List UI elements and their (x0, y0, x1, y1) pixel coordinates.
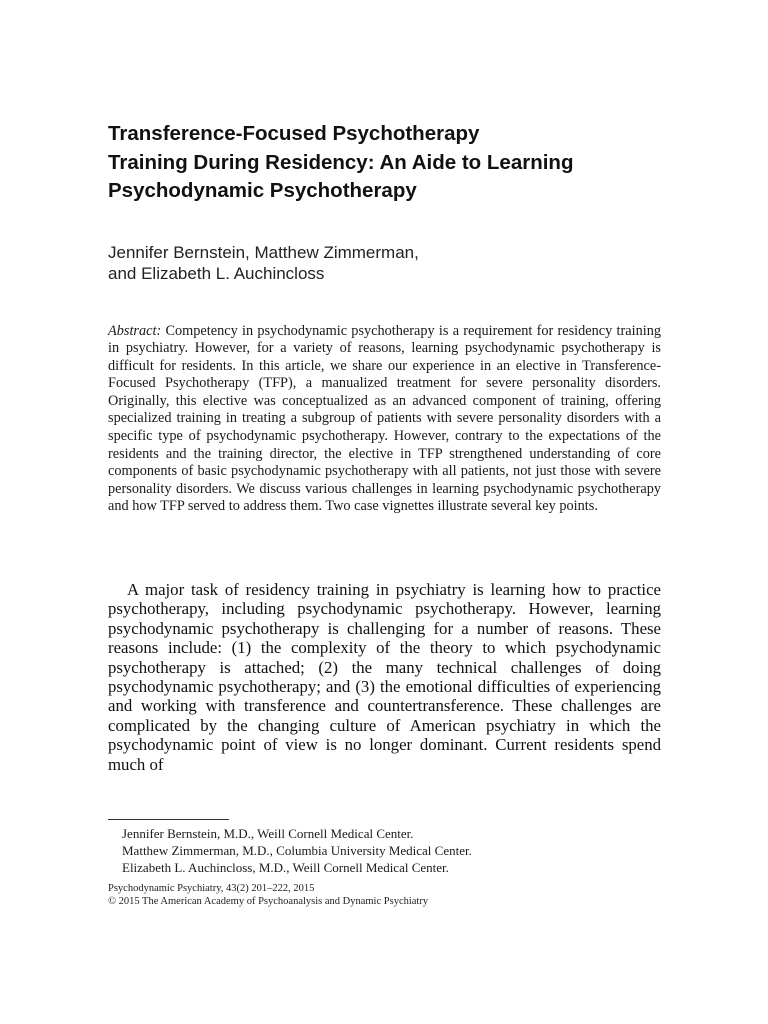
abstract-label: Abstract: (108, 322, 162, 339)
journal-citation: Psychodynamic Psychiatry, 43(2) 201–222, 2015 (108, 883, 315, 894)
affiliation-footnote: Elizabeth L. Auchincloss, M.D., Weill Cornell Medical Center. (122, 860, 449, 875)
author-line: and Elizabeth L. Auchincloss (108, 263, 325, 283)
copyright-notice: © 2015 The American Academy of Psychoanalysis and Dynamic Psychiatry (108, 896, 429, 907)
affiliation-footnote: Matthew Zimmerman, M.D., Columbia University Medical Center. (122, 843, 472, 858)
body-paragraph: A major task of residency training in psychiatry is learning how to practice psychotherapy, including psychodynamic psychotherapy. However, learning psychodynamic psychotherapy is challenging for a number of reasons. These reasons include: (1) the complexity of the theory to which psychodynamic psychotherapy is attached; (2) the many technical challenges of doing psychodynamic psychotherapy; and (3) the emotional difficulties of experiencing and working with transference and countertransference. These challenges are complicated by the changing culture of American psychiatry in which the psychodynamic point of view is no longer dominant. Current residents spend much of (108, 580, 661, 774)
affiliation-footnote: Jennifer Bernstein, M.D., Weill Cornell Medical Center. (122, 826, 414, 841)
title-line: Psychodynamic Psychotherapy (108, 179, 417, 202)
abstract (108, 323, 661, 517)
abstract-text: Competency in psychodynamic psychotherapy is a requirement for residency training in psychiatry. However, for a variety of reasons, learning psychodynamic psychotherapy is difficult for residents. In this article, we share our experience in an elective in Transference-Focused Psychotherapy (TFP), a manualized treatment for severe personality disorders. Originally, this elective was conceptualized as an advanced component of training, offering specialized training in treating a subgroup of patients with severe personality disorders with a specific type of psychodynamic psychotherapy. However, contrary to the expectations of the residents and the training director, the elective in TFP strengthened understanding of core components of basic psychodynamic psychotherapy with all patients, not just those with severe personality disorders. We discuss various challenges in learning psychodynamic psychotherapy and how TFP served to address them. Two case vignettes illustrate several key points. (108, 322, 661, 515)
title-line: Training During Residency: An Aide to Learning (108, 150, 574, 174)
article-first-page (108, 120, 661, 791)
footnote-divider (108, 819, 229, 820)
title-line: Transference-Focused Psychotherapy (108, 122, 480, 145)
journal-info (108, 882, 428, 908)
article-title (108, 120, 661, 206)
author-affiliations (122, 825, 472, 876)
author-line: Jennifer Bernstein, Matthew Zimmerman, (108, 242, 419, 262)
author-list (108, 242, 661, 284)
